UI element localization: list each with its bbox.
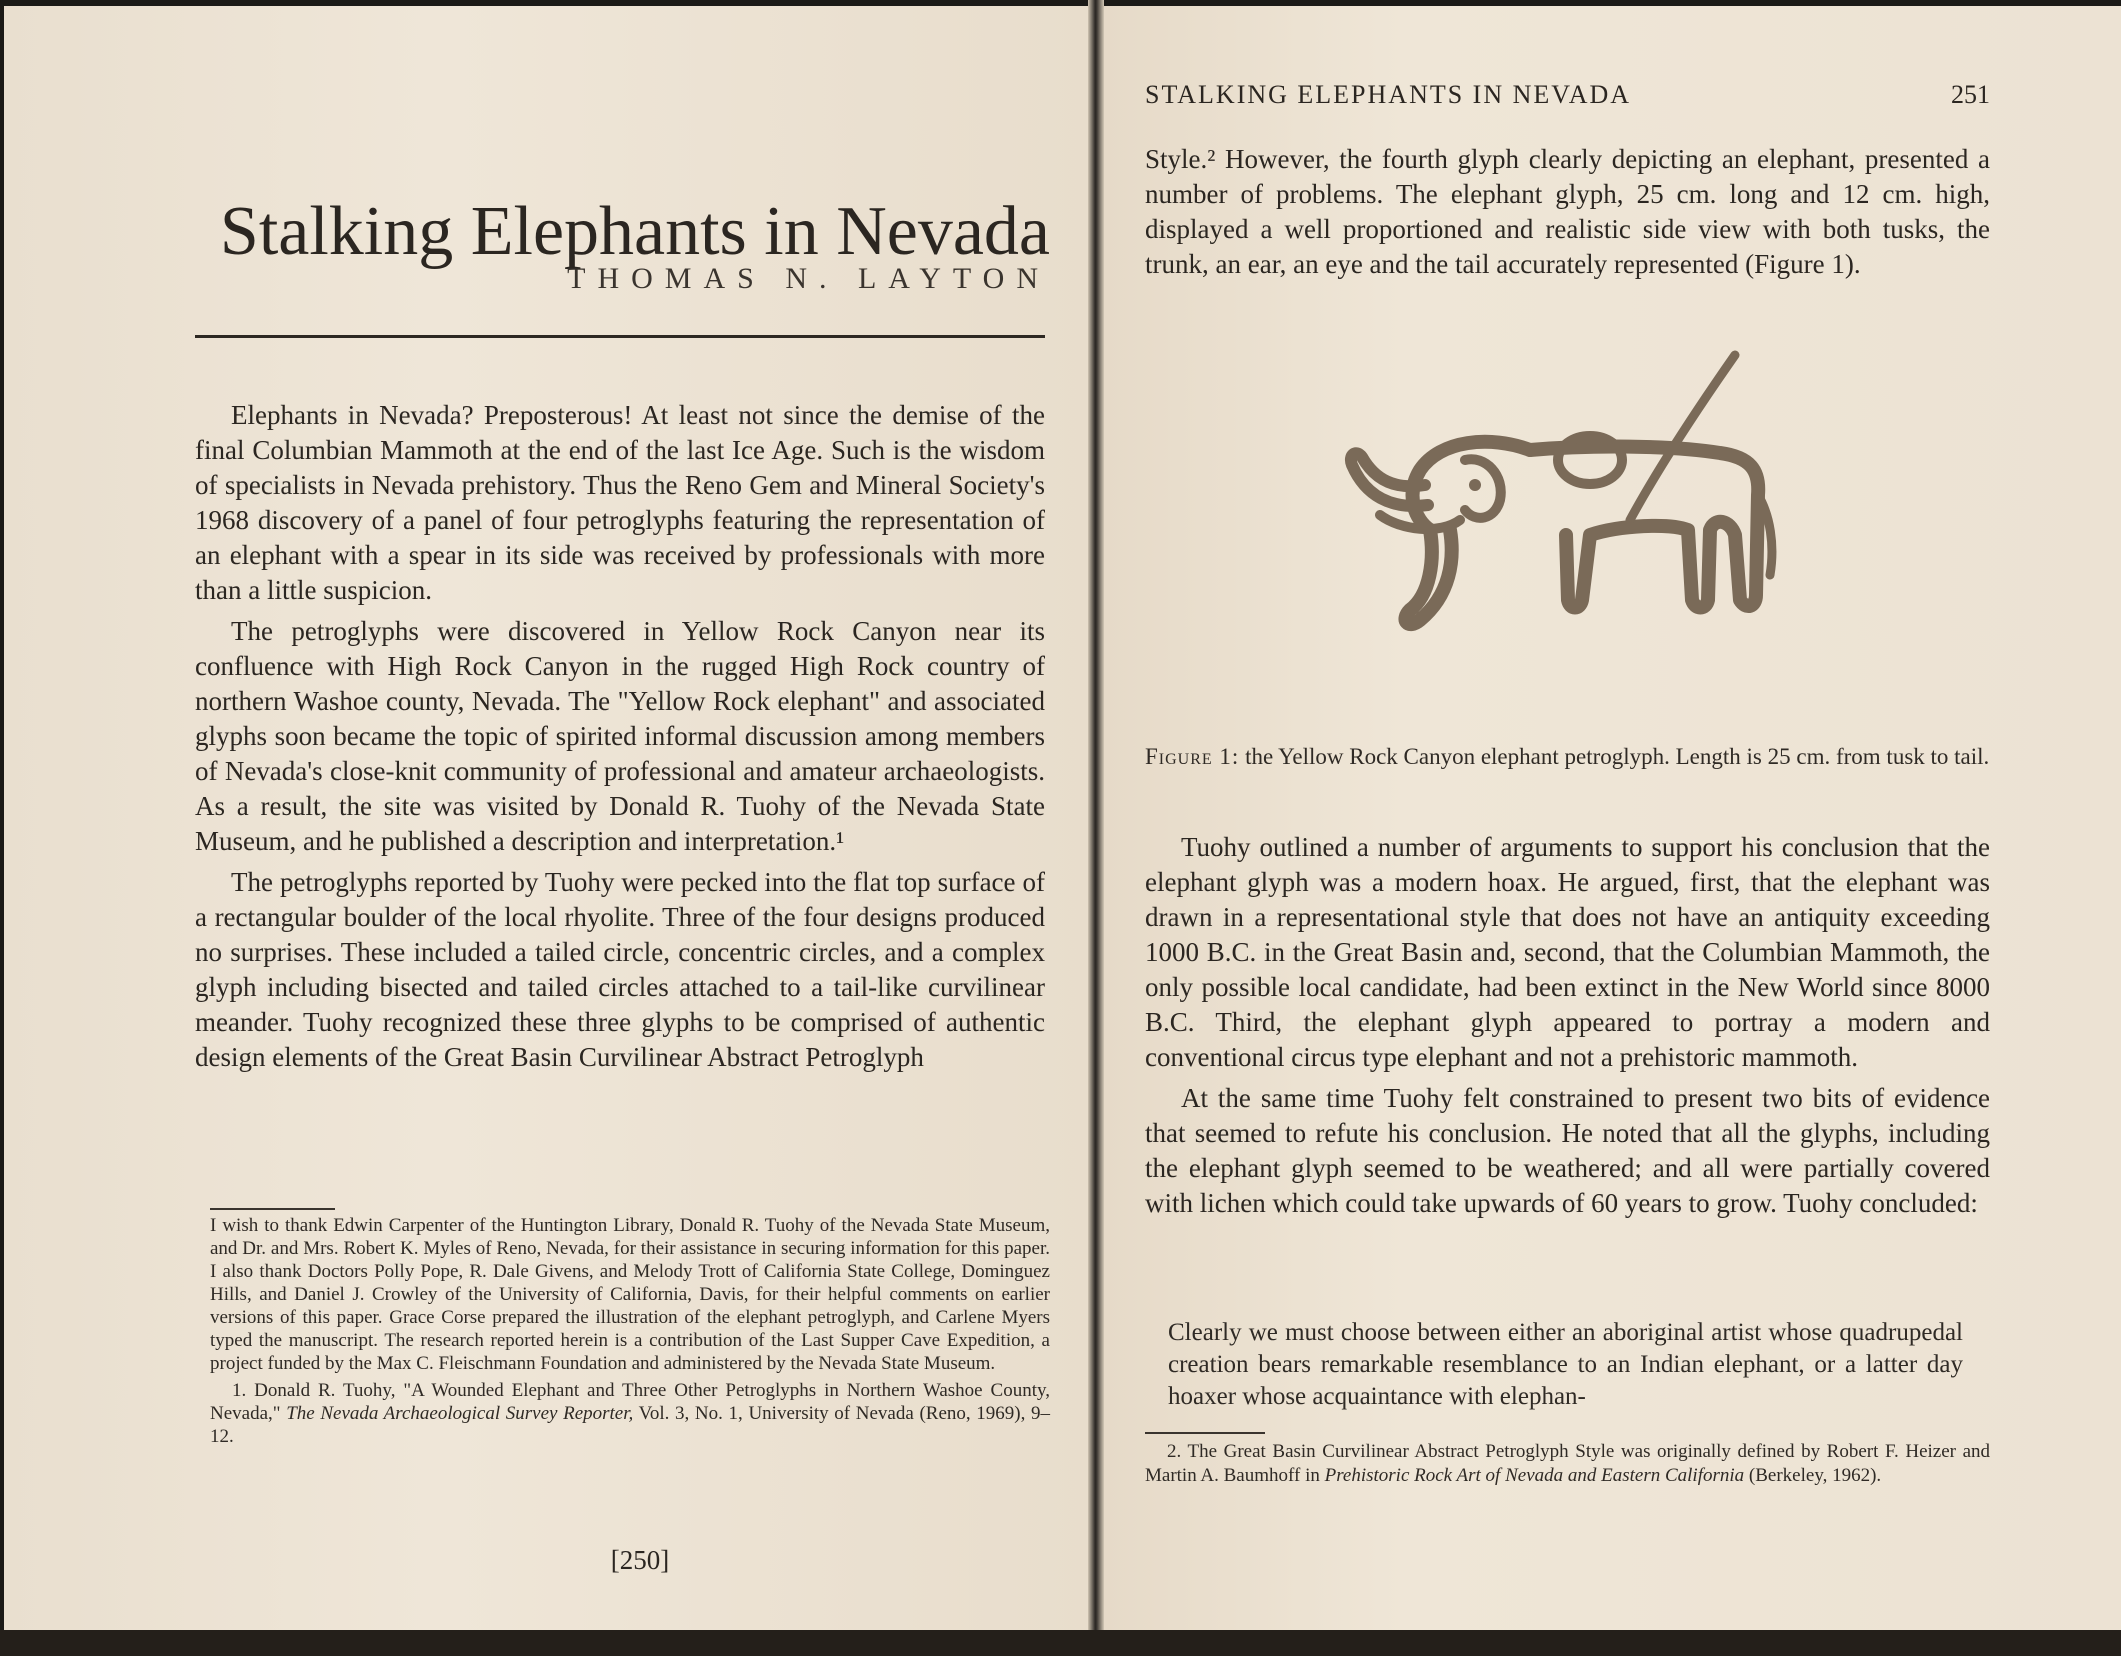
footnote-1 (210, 1379, 1050, 1448)
article-author: THOMAS N. LAYTON (567, 262, 1050, 295)
figure-caption-label: Figure 1: (1145, 744, 1240, 769)
figure-caption (1145, 742, 1990, 772)
spear (1630, 355, 1735, 520)
footnote-2-book: Prehistoric Rock Art of Nevada and Eastern California (1324, 1465, 1745, 1486)
paragraph: The petroglyphs were discovered in Yellow Rock Canyon near its confluence with High Rock Canyon in the rugged High Rock country of northern Washoe county, Nevada. The "Yellow Rock elephant" and associated glyphs soon became the topic of spirited informal discussion among members of Nevada's close-knit community of professional and amateur archaeologists. As a result, the site was visited by Donald R. Tuohy of the Nevada State Museum, and he published a description and interpretation.¹ (195, 616, 1045, 856)
footnote-rule (210, 1208, 335, 1210)
page-bottom-edge (0, 1630, 2121, 1656)
article-title: Stalking Elephants in Nevada (219, 192, 1050, 270)
left-footnotes (210, 1214, 1050, 1452)
title-rule (195, 335, 1045, 338)
footnote-1-text: 1. Donald R. Tuohy, "A Wounded Elephant and Three Other Petroglyphs in Northern Washoe County, Nevada," (210, 1380, 1050, 1424)
paragraph: The petroglyphs reported by Tuohy were pecked into the flat top surface of a rectangular boulder of the local rhyolite. Three of the four designs produced no surprises. These included a tailed circle, concentric circles, and a complex glyph including bisected and tailed circles attached to a tail-like curvilinear meander. Tuohy recognized these three glyphs to be comprised of authentic design elements of the Great Basin Curvilinear Abstract Petroglyph (195, 867, 1045, 1072)
running-head: STALKING ELEPHANTS IN NEVADA (1145, 80, 1632, 109)
footnote-acknowledgment: I wish to thank Edwin Carpenter of the Huntington Library, Donald R. Tuohy of the Nevada State Museum, and Dr. and Mrs. Robert K. Myles of Reno, Nevada, for their assistance in securing information for this paper. I also thank Doctors Polly Pope, R. Dale Givens, and Melody Trott of California State College, Dominguez Hills, and Daniel J. Crowley of the University of California, Davis, for their helpful comments on earlier versions of this paper. Grace Corse prepared the illustration of the elephant petroglyph, and Carlene Myers typed the manuscript. The research reported herein is a contribution of the Last Supper Cave Expedition, a project funded by the Max C. Fleischmann Foundation and administered by the Nevada State Museum. (210, 1215, 1050, 1374)
right-body-text (1145, 830, 1990, 1227)
page-number-left: [250] (610, 1545, 670, 1575)
figure-caption-text: the Yellow Rock Canyon elephant petroglyph. Length is 25 cm. from tusk to tail. (1239, 744, 1990, 769)
footnote-2-text: 2. The Great Basin Curvilinear Abstract Petroglyph Style was originally defined by Robert F. Heizer and Martin A. Baumhoff in (1145, 1441, 1990, 1486)
footnote-2-tail: (Berkeley, 1962). (1744, 1465, 1882, 1486)
footnote-rule (1145, 1432, 1265, 1434)
right-footnotes (1145, 1440, 1990, 1488)
footnote-1-journal: The Nevada Archaeological Survey Reporter, (286, 1403, 634, 1424)
paragraph: At the same time Tuohy felt constrained to present two bits of evidence that seemed to refute his conclusion. He noted that all the glyphs, including the elephant glyph seemed to be weathered; and all were partially covered with lichen which could take upwards of 60 years to grow. Tuohy concluded: (1145, 1083, 1990, 1218)
book-gutter (1088, 0, 1104, 1656)
page-number-right: 251 (1951, 80, 1990, 109)
right-top-text (1145, 142, 1990, 282)
paragraph: Tuohy outlined a number of arguments to support his conclusion that the elephant glyph was a modern hoax. He argued, first, that the elephant was drawn in a representational style that does not have an antiquity exceeding 1000 B.C. in the Great Basin and, second, that the Columbian Mammoth, the only possible local candidate, had been extinct in the New World since 8000 B.C. Third, the elephant glyph appeared to portray a modern and conventional circus type elephant and not a prehistoric mammoth. (1145, 832, 1990, 1072)
footnote-2 (1145, 1440, 1990, 1488)
footnote-1-tail: Vol. 3, No. 1, University of Nevada (Reno, 1969), 9–12. (210, 1403, 1050, 1447)
paragraph: Style.² However, the fourth glyph clearly depicting an elephant, presented a number of problems. The elephant glyph, 25 cm. long and 12 cm. high, displayed a well proportioned and realistic side view with both tusks, the trunk, an ear, an eye and the tail accurately represented (Figure 1). (1145, 144, 1990, 279)
elephant-petroglyph-figure (1290, 345, 1830, 730)
left-body-text (195, 398, 1045, 1081)
elephant-eye (1469, 479, 1481, 491)
paragraph: Elephants in Nevada? Preposterous! At least not since the demise of the final Columbian Mammoth at the end of the last Ice Age. Such is the wisdom of specialists in Nevada prehistory. Thus the Reno Gem and Mineral Society's 1968 discovery of a panel of four petroglyphs featuring the representation of an elephant with a spear in its side was received by professionals with more than a little suspicion. (195, 400, 1045, 605)
block-quote: Clearly we must choose between either an aboriginal artist whose quadrupedal creation bears remarkable resemblance to an Indian elephant, or a latter day hoaxer whose acquaintance with elephan- (1168, 1319, 1963, 1410)
